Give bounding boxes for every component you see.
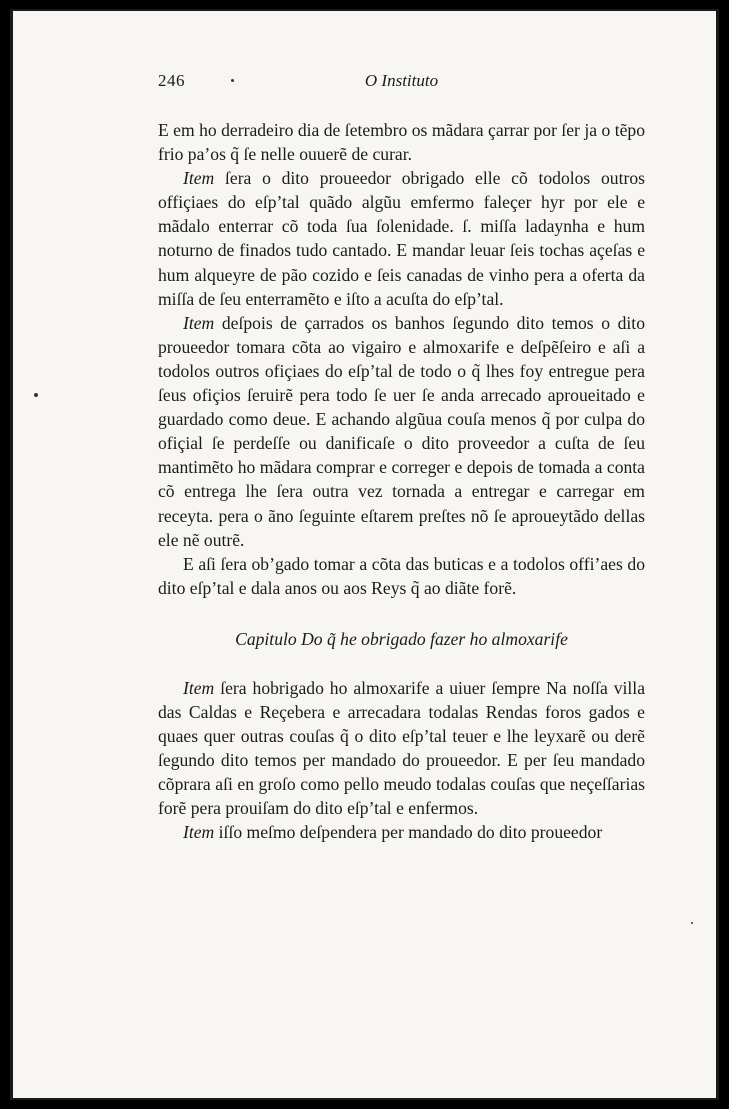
running-title: O Instituto (364, 71, 439, 90)
body-text (158, 118, 645, 845)
paragraph-text: deſpois de çarrados os banhos ſegundo dito temos o dito proueedor tomara cõta ao vigairo e almoxarife e deſpẽſeiro e aſi a todolos outros ofiçiaes do eſp’tal de todo o q̃ lhes foy entregue pera ſeus ofiçios ſeruirẽ pera todo ſe uer ſe anda arrecado aproueitado e guardado como deue. E achando algũua couſa menos q̃ por culpa do ofiçial ſe perdeſſe ou danificaſe o dito proveedor a cuſta de ſeu mantimẽto ho mãdara comprar e correger e depois de tomada a conta cõ entrega lhe ſera outra vez tornada a entregar e carregar em receyta. pera o ãno ſeguinte eſtarem preſtes nõ ſe aproueytãdo dellas ele nẽ outrẽ. (158, 312, 645, 550)
paragraph (158, 118, 645, 166)
print-speck (34, 393, 38, 397)
paragraph-lead-word: Item (183, 822, 215, 843)
chapter-heading: Capitulo Do q̃ he obrigado fazer ho almoxarife (235, 628, 568, 649)
print-speck (691, 922, 693, 924)
page-number: 246 (158, 71, 185, 90)
paragraph (158, 552, 645, 600)
paragraph (158, 166, 645, 311)
running-head (158, 71, 645, 101)
paragraph-text: E em ho derradeiro dia de ſetembro os mãdara çarrar por ſer ja o tẽpo frio pa’os q̃ ſe nelle ouuerẽ de curar. (158, 120, 645, 165)
paragraph-lead-word: Item (183, 168, 215, 189)
paragraph-text: E aſi ſera ob’gado tomar a cõta das buticas e a todolos offi’aes do dito eſp’tal e dala anos ou aos Reys q̃ ao diãte forẽ. (158, 553, 645, 598)
paragraph (158, 311, 645, 552)
paragraph-lead-word: Item (183, 677, 215, 698)
paragraph (158, 676, 645, 821)
paragraph-text: ſera o dito proueedor obrigado elle cõ todolos outros offiçiaes do eſp’tal quãdo algũu emfermo faleçer hyr por ele e mãdalo enterrar cõ toda ſua ſolenidade. ſ. miſſa ladaynha e hum noturno de finados tudo cantado. E mandar leuar ſeis tochas açeſas e hum alqueyre de pão cozido e ſeis canadas de vinho pera a oferta da miſſa de ſeu enterramẽto e iſto a acuſta do eſp’tal. (158, 168, 645, 309)
paragraph-text: ſera hobrigado ho almoxarife a uiuer ſempre Na noſſa villa das Caldas e Reçebera e arrecadara todalas Rendas foros gados e quaes quer outras couſas q̃ o dito eſp’tal teuer e lhe leyxarẽ ou derẽ ſegundo dito temos per mandado do proueedor. E per ſeu mandado cõprara aſi en groſo como pello meudo todalas couſas que neçeſſarias forẽ pera prouiſam do dito eſp’tal e enfermos. (158, 677, 645, 819)
paragraph (158, 820, 645, 844)
book-page (10, 9, 719, 1100)
paragraph-lead-word: Item (183, 312, 215, 333)
section-after-heading (158, 676, 645, 845)
page-content (158, 71, 645, 845)
paragraph-text: iſſo meſmo deſpendera per mandado do dito proueedor (214, 822, 603, 843)
section-before-heading (158, 118, 645, 600)
